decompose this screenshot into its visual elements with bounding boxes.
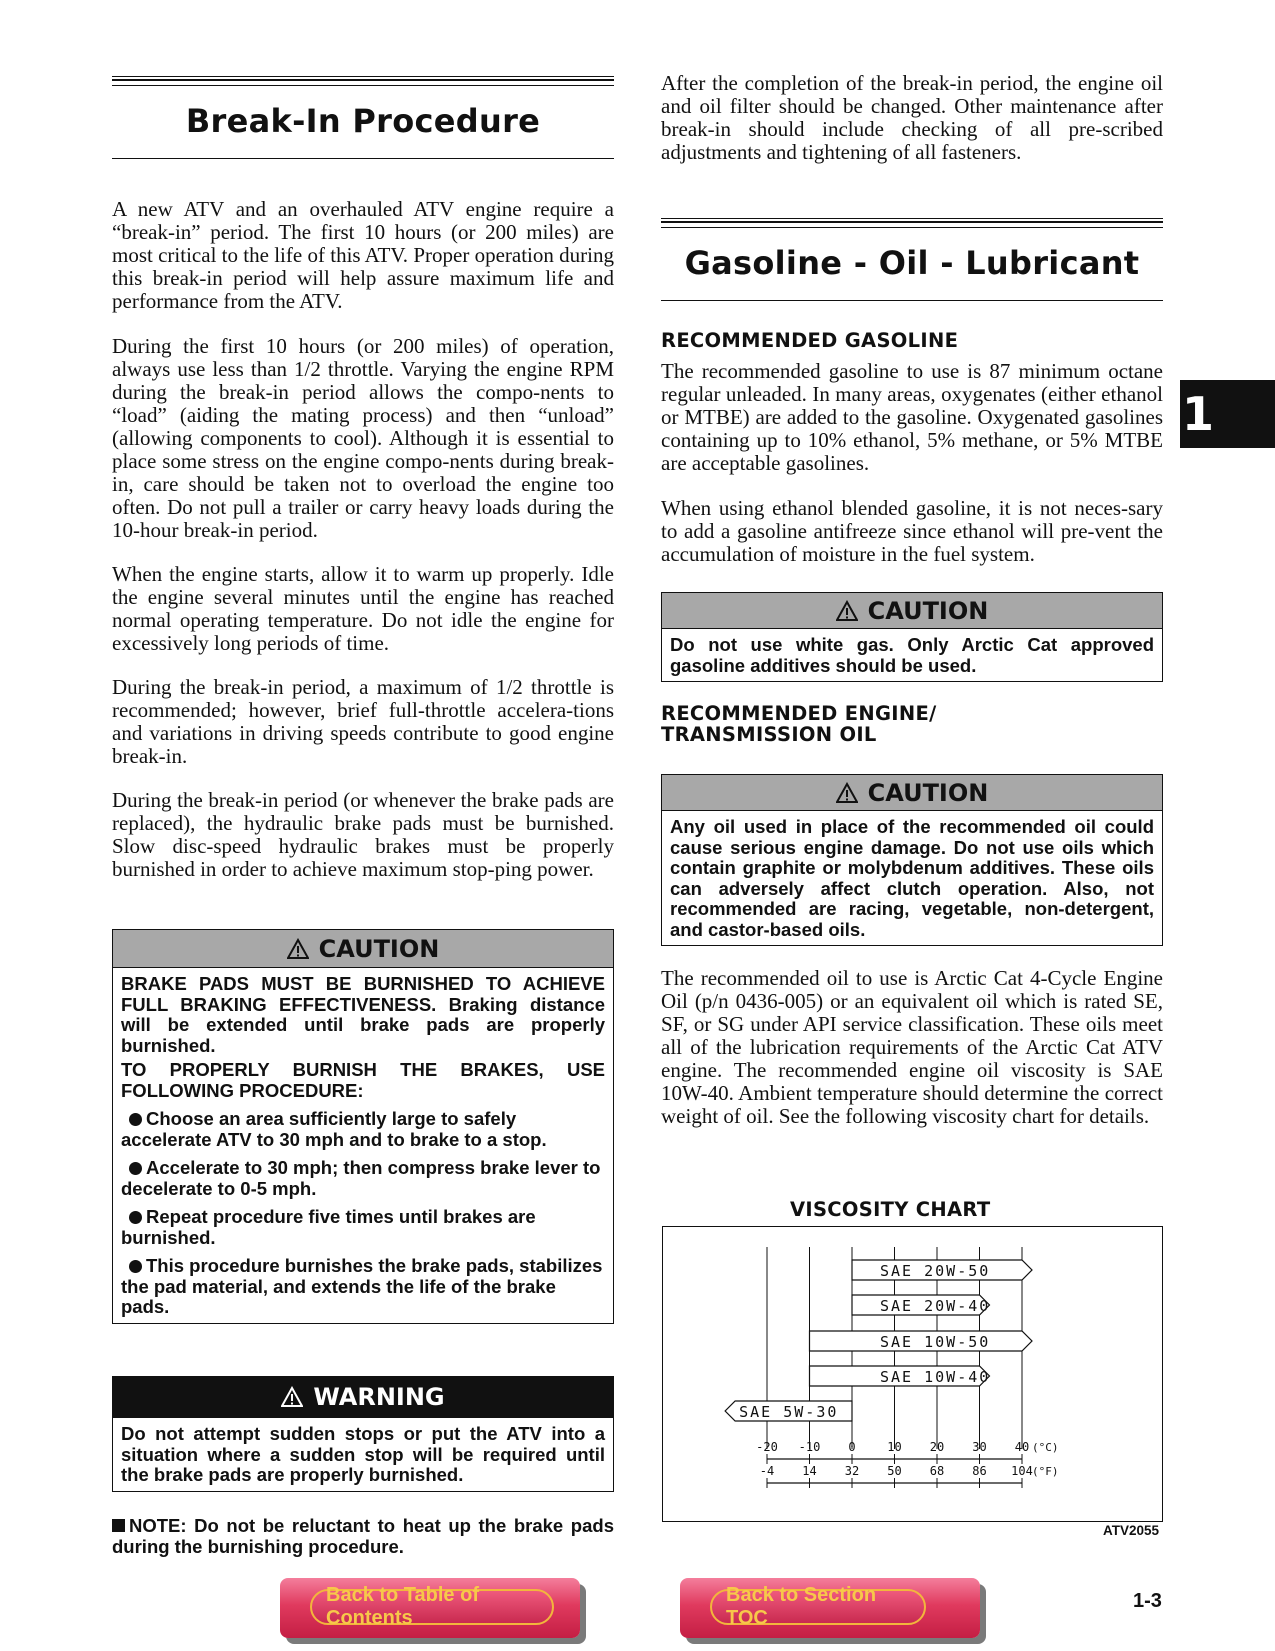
celsius-tick-label: -20 bbox=[756, 1440, 778, 1454]
bullet-text: Repeat procedure five times until brakes are burnished. bbox=[121, 1206, 536, 1248]
warning-triangle-icon bbox=[281, 1386, 303, 1408]
fahrenheit-tick-label: 50 bbox=[887, 1464, 902, 1478]
bullet-text: Accelerate to 30 mph; then compress brake lever to decelerate to 0-5 mph. bbox=[121, 1157, 601, 1199]
viscosity-bar-label: SAE 20W-40 bbox=[880, 1297, 991, 1315]
viscosity-bar-label: SAE 10W-50 bbox=[880, 1333, 991, 1351]
caution-body bbox=[113, 968, 613, 1323]
fahrenheit-tick-label: -4 bbox=[759, 1464, 775, 1478]
caution-body: Do not use white gas. Only Arctic Cat approved gasoline additives should be used. bbox=[670, 634, 1154, 676]
caution-body: Any oil used in place of the recommended oil could cause serious engine damage. Do not use oils which contain graphite or molybdenum additives. These oils can adversely affect clutch operation. Also, not recommended are racing, vegetable, non-detergent, and castor-based oils. bbox=[670, 816, 1154, 940]
caution-header bbox=[662, 775, 1162, 811]
warning-body: Do not attempt sudden stops or put the ATV into a situation where a sudden stop will be required until the brake pads are properly burnished. bbox=[121, 1423, 605, 1485]
subheading-oil-line2: TRANSMISSION OIL bbox=[661, 723, 877, 746]
celsius-tick-label: 20 bbox=[929, 1440, 945, 1454]
caution-text-procedure: TO PROPERLY BURNISH THE BRAKES, USE FOLLOWING PROCEDURE: bbox=[121, 1059, 605, 1101]
caution-text-brake-pads: BRAKE PADS MUST BE BURNISHED TO ACHIEVE FULL BRAKING EFFECTIVENESS. Braking distance will be extended until brake pads are properly burnished. bbox=[121, 973, 605, 1056]
bullet-text: This procedure burnishes the brake pads, stabilizes the pad material, and extends the life of the brake pads. bbox=[121, 1255, 603, 1317]
caution-bullet bbox=[121, 1256, 605, 1318]
fahrenheit-tick-label: 14 bbox=[802, 1464, 817, 1478]
warning-label: WARNING bbox=[313, 1383, 445, 1411]
page-number: 1-3 bbox=[1133, 1590, 1162, 1612]
warning-triangle-icon bbox=[287, 938, 309, 960]
viscosity-bar-label: SAE 10W-40 bbox=[880, 1368, 991, 1386]
figure-id: ATV2055 bbox=[1103, 1523, 1160, 1538]
caution-bullet bbox=[121, 1158, 605, 1199]
note-square-icon bbox=[112, 1519, 125, 1532]
note-text: NOTE: Do not be reluctant to heat up the brake pads during the burnishing procedure. bbox=[112, 1515, 614, 1557]
button-label: Back to Table of Contents bbox=[310, 1589, 554, 1625]
paragraph-after-break-in: After the completion of the break-in period, the engine oil and oil filter should be changed. Other maintenance after break-in should include checking of all pre-scribed adjustments and tightening of all fasteners. bbox=[661, 71, 1163, 164]
burnish-note bbox=[112, 1516, 614, 1557]
viscosity-bar-label: SAE 5W-30 bbox=[739, 1403, 839, 1421]
oil-caution-box bbox=[661, 774, 1163, 946]
fahrenheit-tick-label: 68 bbox=[929, 1464, 945, 1478]
viscosity-chart bbox=[663, 1227, 1162, 1521]
caution-bullet bbox=[121, 1109, 605, 1150]
bullet-icon bbox=[129, 1260, 142, 1273]
caution-label: CAUTION bbox=[318, 934, 440, 963]
brake-warning-box bbox=[112, 1376, 614, 1492]
bullet-icon bbox=[129, 1162, 142, 1175]
caution-header bbox=[662, 593, 1162, 629]
subheading-gasoline: RECOMMENDED GASOLINE bbox=[661, 329, 959, 352]
section-heading-break-in: Break-In Procedure bbox=[185, 102, 541, 140]
celsius-tick-label: -10 bbox=[798, 1440, 821, 1454]
warning-triangle-icon bbox=[836, 600, 858, 622]
chart-title: VISCOSITY CHART bbox=[790, 1198, 991, 1221]
heading-rule bbox=[661, 222, 1163, 228]
caution-label: CAUTION bbox=[867, 778, 989, 807]
caution-label: CAUTION bbox=[867, 596, 989, 625]
paragraph-warm-up: When the engine starts, allow it to warm up properly. Idle the engine several minutes until the engine has reached normal operating temperature. Do not idle the engine for excessively long periods of time. bbox=[112, 562, 614, 655]
celsius-unit-label: (°C) bbox=[1032, 1441, 1059, 1454]
paragraph-ethanol: When using ethanol blended gasoline, it is not neces-sary to add a gasoline antifreeze since ethanol will pre-vent the accumulation of moisture in the fuel system. bbox=[661, 496, 1163, 566]
fahrenheit-unit-label: (°F) bbox=[1032, 1465, 1059, 1478]
celsius-tick-label: 10 bbox=[887, 1440, 902, 1454]
paragraph-burnish: During the break-in period (or whenever the brake pads are replaced), the hydraulic brake pads must be burnished. Slow disc-speed hydraulic brakes must be properly burnished in order to achieve maximum stop-ping power. bbox=[112, 788, 614, 881]
paragraph-gasoline: The recommended gasoline to use is 87 minimum octane regular unleaded. In many areas, oxygenates (either ethanol or MTBE) are added to the gasoline. Oxygenated gasolines containing up to 10% ethanol, 5% methane, or 5% MTBE are acceptable gasolines. bbox=[661, 359, 1163, 475]
button-label: Back to Section TOC bbox=[710, 1589, 926, 1625]
paragraph-oil: The recommended oil to use is Arctic Cat 4-Cycle Engine Oil (p/n 0436-005) or an equivalent oil which is rated SE, SF, or SG under API service classification. These oils meet all of the lubrication requirements of the Arctic Cat ATV engine. The recommended engine oil viscosity is SAE 10W-40. Ambient temperature should determine the correct weight of oil. See the following viscosity chart for details. bbox=[661, 966, 1163, 1128]
gasoline-heading-box bbox=[661, 218, 1163, 301]
break-in-heading-box bbox=[112, 76, 614, 159]
celsius-tick-label: 30 bbox=[972, 1440, 987, 1454]
caution-bullet bbox=[121, 1207, 605, 1248]
paragraph-first-10-hours: During the first 10 hours (or 200 miles) of operation, always use less than 1/2 throttle. Varying the engine RPM during the break-in period allows the compo-nents to “load” (aiding the mating process) and then “unload” (allowing components to cool). Although it is essential to place some stress on the engine compo-nents during break-in, care should be taken not to overload the engine too often. Do not pull a trailer or carry heavy loads during the 10-hour break-in period. bbox=[112, 334, 614, 542]
fahrenheit-tick-label: 104 bbox=[1011, 1464, 1033, 1478]
heading-rule bbox=[112, 80, 614, 86]
viscosity-bar-label: SAE 20W-50 bbox=[880, 1262, 991, 1280]
paragraph-break-in-intro: A new ATV and an overhauled ATV engine require a “break-in” period. The first 10 hours (or 200 miles) are most critical to the life of this ATV. Proper operation during this break-in period will help assure maximum life and performance from the ATV. bbox=[112, 197, 614, 313]
celsius-tick-label: 0 bbox=[848, 1440, 856, 1454]
warning-triangle-icon bbox=[836, 782, 858, 804]
bullet-icon bbox=[129, 1113, 142, 1126]
paragraph-throttle: During the break-in period, a maximum of 1/2 throttle is recommended; however, brief full-throttle accelera-tions and variations in driving speeds contribute to good engine break-in. bbox=[112, 675, 614, 768]
viscosity-chart-frame bbox=[662, 1226, 1163, 1522]
fahrenheit-tick-label: 32 bbox=[844, 1464, 860, 1478]
section-heading-gasoline: Gasoline - Oil - Lubricant bbox=[684, 244, 1140, 282]
fahrenheit-tick-label: 86 bbox=[972, 1464, 987, 1478]
section-tab: 1 bbox=[1180, 380, 1275, 448]
warning-header bbox=[113, 1377, 613, 1418]
caution-header bbox=[113, 930, 613, 968]
celsius-tick-label: 40 bbox=[1014, 1440, 1030, 1454]
subheading-oil-line1: RECOMMENDED ENGINE/ bbox=[661, 702, 937, 725]
bullet-icon bbox=[129, 1211, 142, 1224]
brake-caution-box bbox=[112, 929, 614, 1324]
bullet-text: Choose an area sufficiently large to safely accelerate ATV to 30 mph and to brake to a stop. bbox=[121, 1108, 547, 1150]
subheading-oil bbox=[661, 703, 937, 745]
gas-caution-box bbox=[661, 592, 1163, 682]
